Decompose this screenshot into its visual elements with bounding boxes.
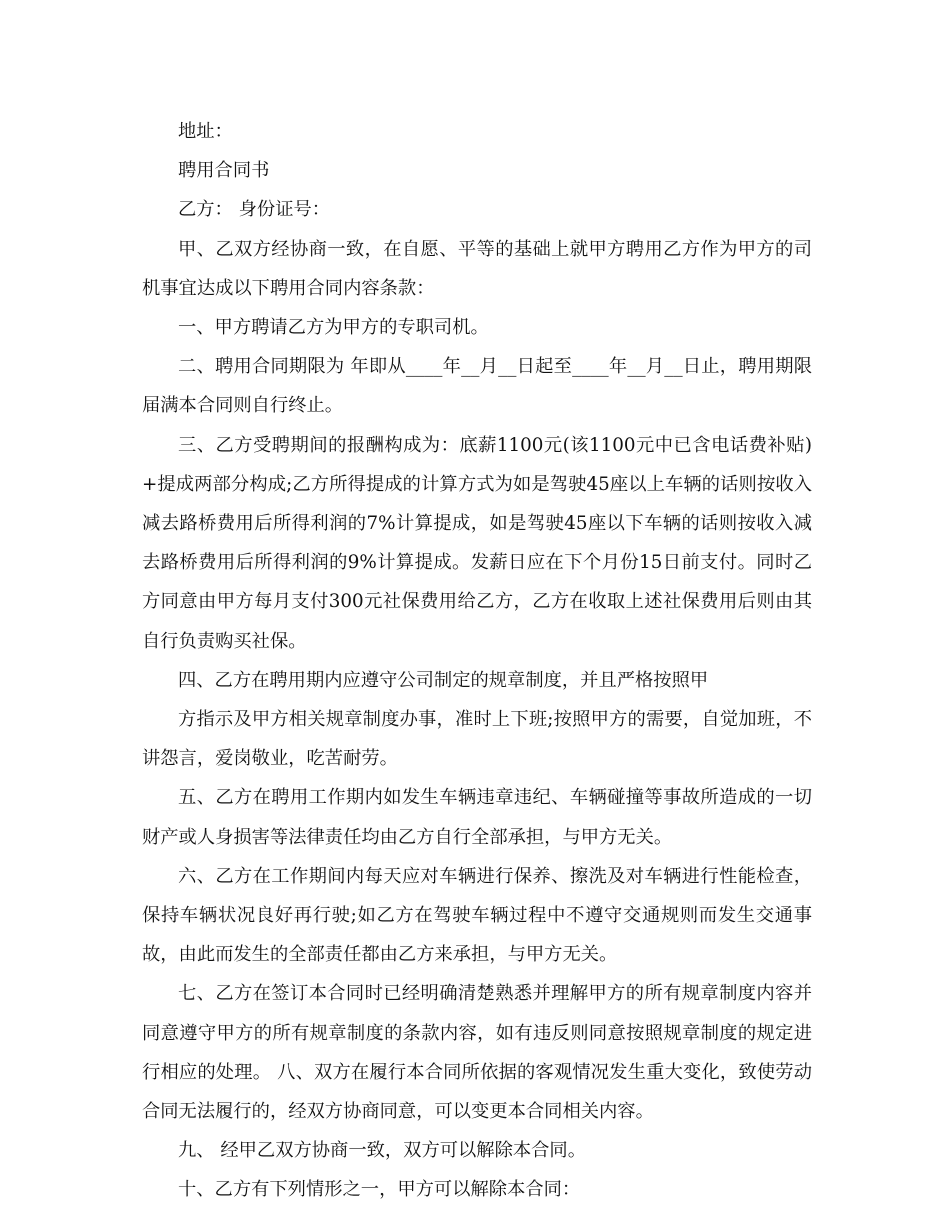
clause-4-continuation: 方指示及甲方相关规章制度办事，准时上下班;按照甲方的需要，自觉加班，不讲怨言，爱岗敬业，吃苦耐劳。 (142, 709, 812, 770)
clause-9: 九、 经甲乙双方协商一致，双方可以解除本合同。 (178, 1140, 586, 1162)
clause-1: 一、甲方聘请乙方为甲方的专职司机。 (178, 317, 489, 339)
clause-3: 三、乙方受聘期间的报酬构成为：底薪1100元(该1100元中已含电话费补贴)+提成两部分构成;乙方所得提成的计算方式为如是驾驶45座以上车辆的话则按收入减去路桥费用后所得利润的7%计算提成，如是驾驶45座以下车辆的话则按收入减去路桥费用后所得利润的9%计算提成。发薪日应在下个月份15日前支付。同时乙方同意由甲方每月支付300元社保费用给乙方，乙方在收取上述社保费用后则由其自行负责购买社保。 (142, 434, 812, 652)
clause-2: 二、聘用合同期限为 年即从____年__月__日起至____年__月__日止，聘用期限届满本合同则自行终止。 (142, 356, 812, 417)
party-b-line: 乙方： 身份证号： (178, 199, 331, 221)
preamble-paragraph: 甲、乙双方经协商一致，在自愿、平等的基础上就甲方聘用乙方作为甲方的司机事宜达成以下聘用合同内容条款： (142, 238, 812, 299)
clause-4-first-line: 四、乙方在聘用期内应遵守公司制定的规章制度，并且严格按照甲 (178, 669, 709, 691)
document-body (142, 112, 812, 1210)
clause-10: 十、乙方有下列情形之一，甲方可以解除本合同： (178, 1179, 581, 1201)
address-line: 地址： (178, 121, 233, 142)
clause-6: 六、乙方在工作期间内每天应对车辆进行保养、擦洗及对车辆进行性能检查，保持车辆状况良好再行驶;如乙方在驾驶车辆过程中不遵守交通规则而发生交通事故，由此而发生的全部责任都由乙方来承担，与甲方无关。 (142, 865, 812, 966)
clause-5: 五、乙方在聘用工作期内如发生车辆违章违纪、车辆碰撞等事故所造成的一切财产或人身损害等法律责任均由乙方自行全部承担，与甲方无关。 (142, 787, 812, 848)
clause-7-8: 七、乙方在签订本合同时已经明确清楚熟悉并理解甲方的所有规章制度内容并同意遵守甲方的所有规章制度的条款内容，如有违反则同意按照规章制度的规定进行相应的处理。 八、双方在履行本合同所依据的客观情况发生重大变化，致使劳动合同无法履行的，经双方协商同意，可以变更本合同相关内容。 (142, 983, 812, 1123)
document-title: 聘用合同书 (178, 160, 270, 182)
